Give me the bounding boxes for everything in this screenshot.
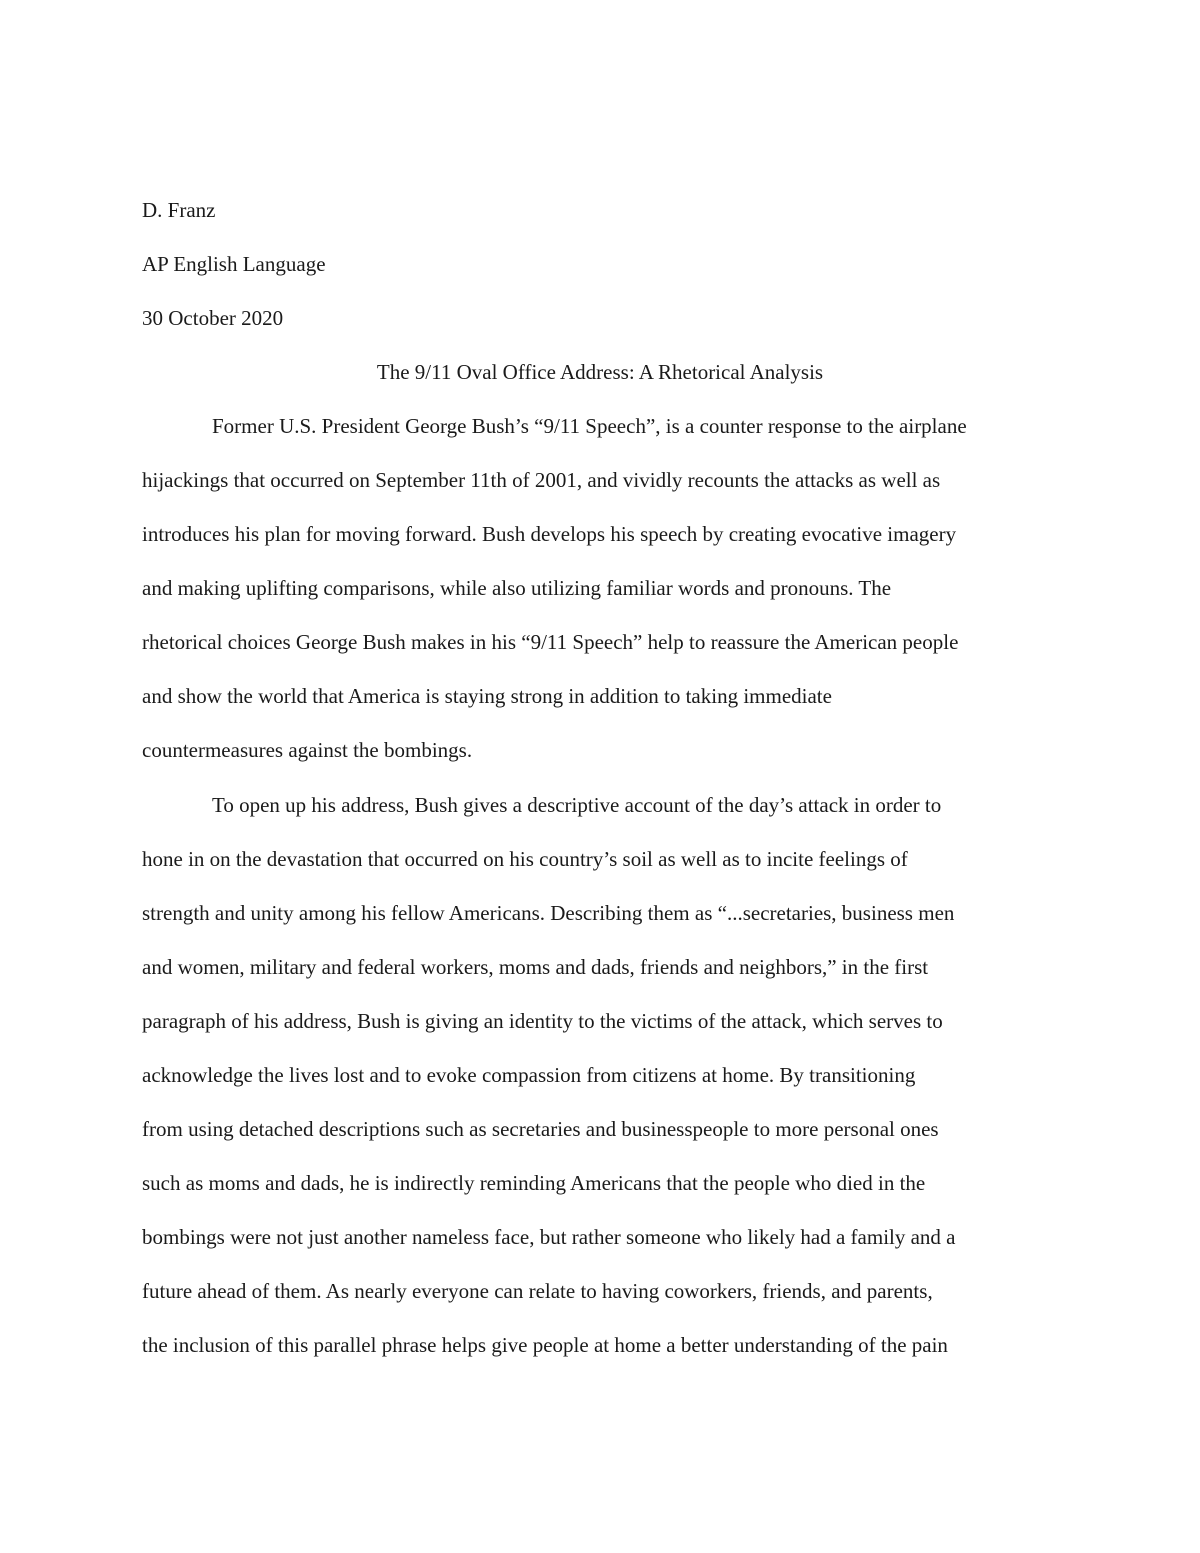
- essay-title: The 9/11 Oval Office Address: A Rhetorical Analysis: [376, 360, 824, 384]
- paragraph-line: strength and unity among his fellow Americans. Describing them as “...secretaries, business men: [142, 901, 955, 925]
- paragraph-line: from using detached descriptions such as secretaries and businesspeople to more personal ones: [142, 1117, 939, 1141]
- paragraph-line: hijackings that occurred on September 11th of 2001, and vividly recounts the attacks as well as: [142, 468, 941, 492]
- paragraph-line: and show the world that America is staying strong in addition to taking immediate: [142, 684, 832, 708]
- paragraph-line: future ahead of them. As nearly everyone can relate to having coworkers, friends, and parents,: [142, 1279, 933, 1303]
- paragraph-line: paragraph of his address, Bush is giving an identity to the victims of the attack, which serves to: [142, 1009, 943, 1033]
- paragraph-line: countermeasures against the bombings.: [142, 738, 473, 762]
- paragraph-line: introduces his plan for moving forward. Bush develops his speech by creating evocative imagery: [142, 522, 957, 546]
- paragraph-line: and women, military and federal workers, moms and dads, friends and neighbors,” in the first: [142, 955, 929, 979]
- paragraph-line: bombings were not just another nameless face, but rather someone who likely had a family and a: [142, 1225, 956, 1249]
- course-name: AP English Language: [142, 252, 326, 276]
- paragraph-line: rhetorical choices George Bush makes in his “9/11 Speech” help to reassure the American people: [142, 630, 959, 654]
- author-name: D. Franz: [142, 198, 216, 222]
- paragraph-line: hone in on the devastation that occurred on his country’s soil as well as to incite feelings of: [142, 847, 908, 871]
- paragraph-line: such as moms and dads, he is indirectly reminding Americans that the people who died in the: [142, 1171, 926, 1195]
- paragraph-line: Former U.S. President George Bush’s “9/11 Speech”, is a counter response to the airplane: [212, 414, 967, 438]
- paragraph-line: acknowledge the lives lost and to evoke compassion from citizens at home. By transitioning: [142, 1063, 916, 1087]
- paragraph-line: and making uplifting comparisons, while also utilizing familiar words and pronouns. The: [142, 576, 892, 600]
- essay-date: 30 October 2020: [142, 306, 284, 330]
- paragraph-line: the inclusion of this parallel phrase helps give people at home a better understanding of the pain: [142, 1333, 948, 1357]
- paragraph-line: To open up his address, Bush gives a descriptive account of the day’s attack in order to: [212, 793, 942, 817]
